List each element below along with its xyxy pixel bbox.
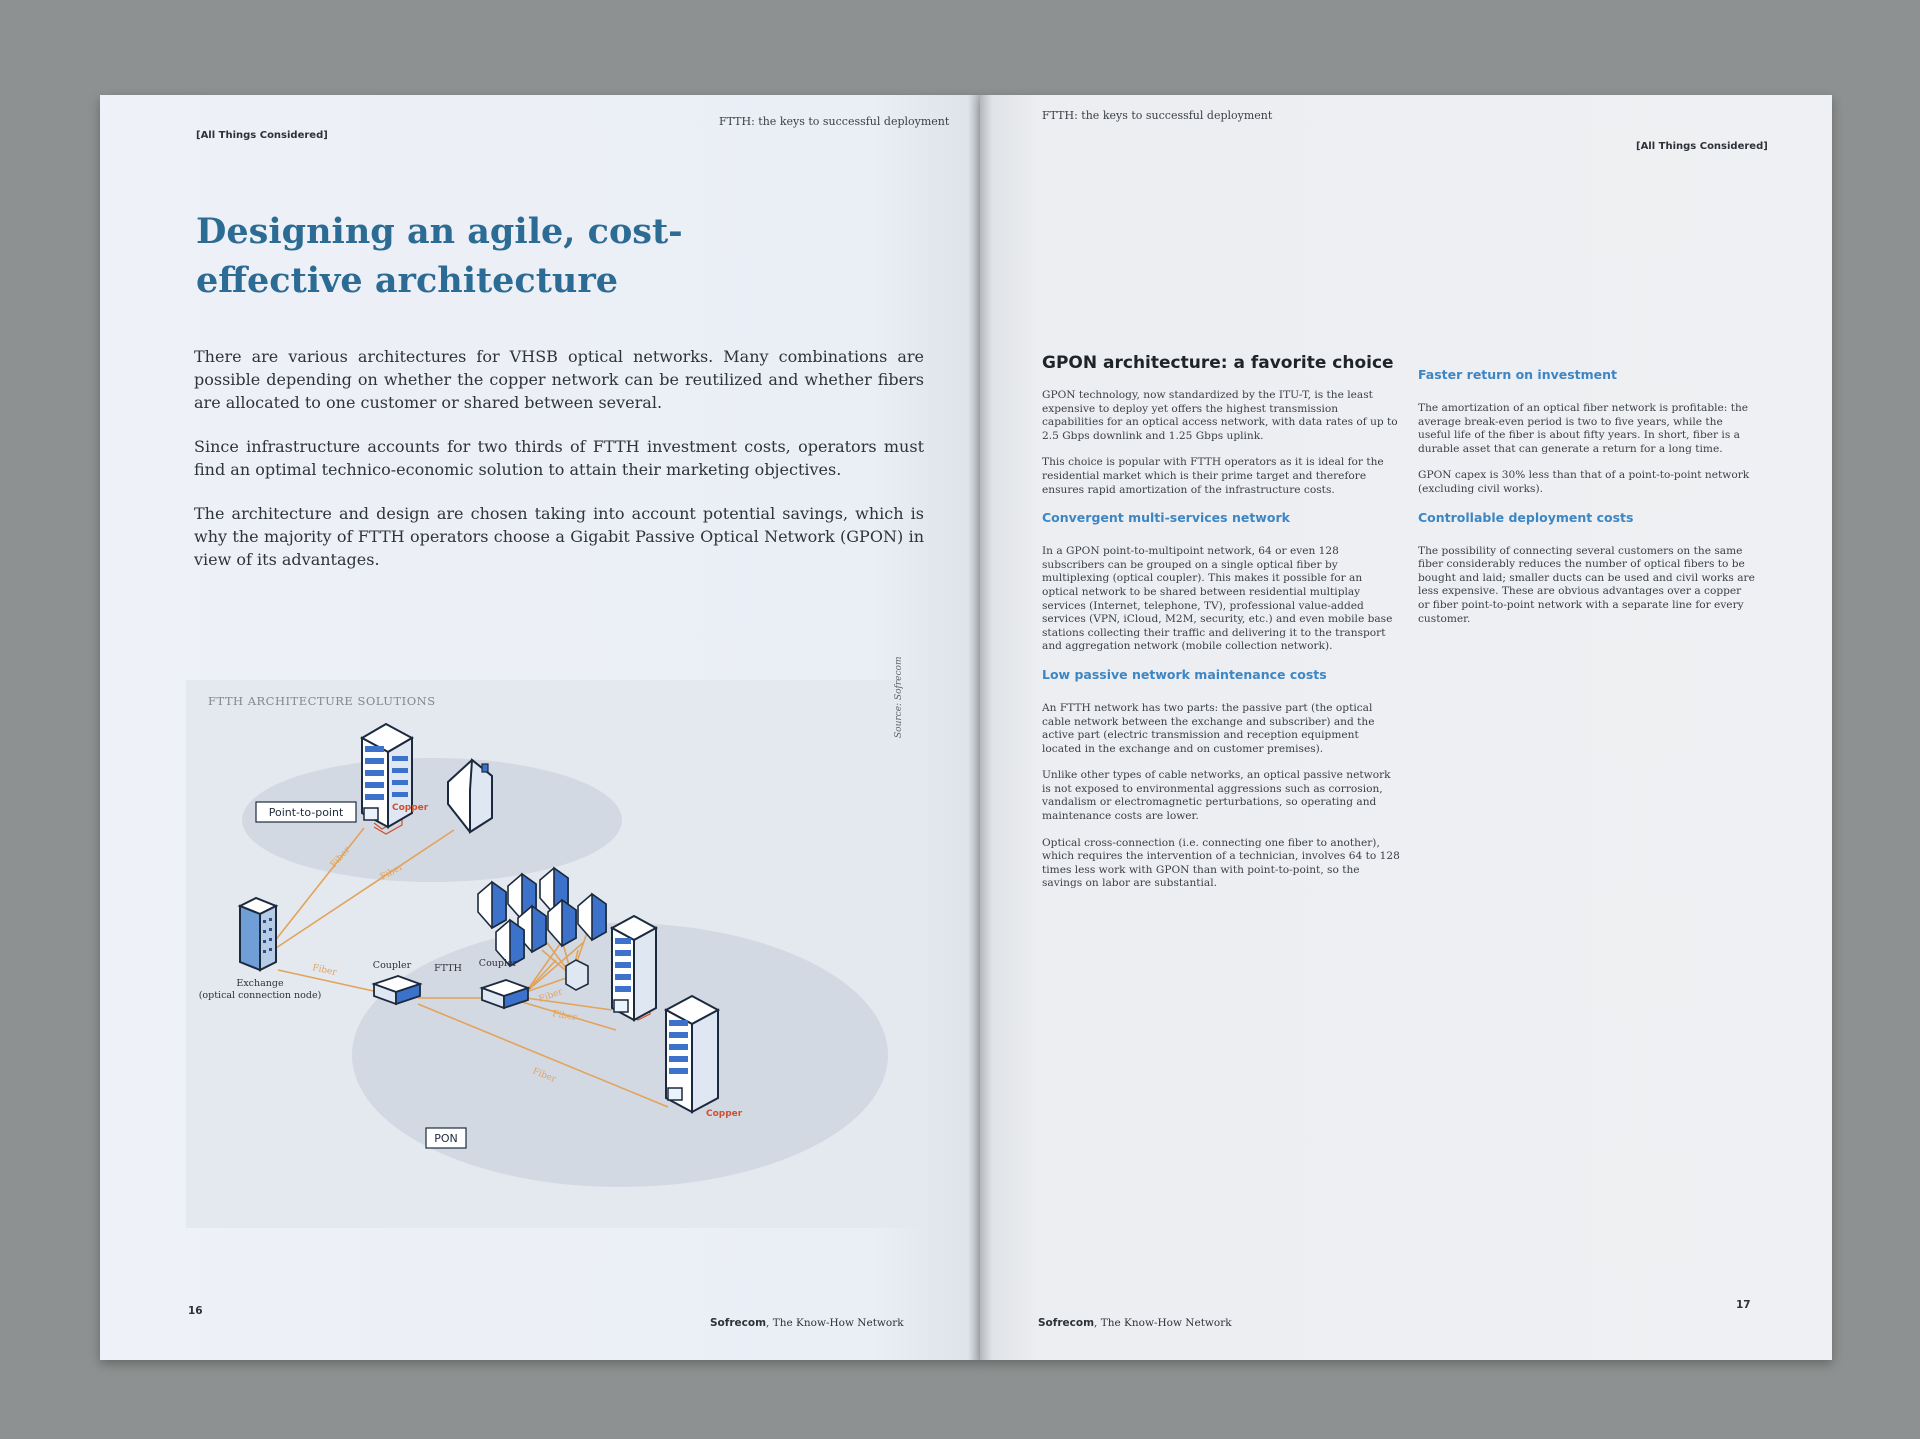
subheading: Controllable deployment costs: [1418, 509, 1634, 525]
section-head: [All Things Considered]: [196, 130, 328, 141]
body-paragraph: The possibility of connecting several customers on the same fiber considerably reduces the number of optical fibers to be bought and laid; smaller ducts can be used and civil works are less expensive. These are obvious advantages over a copper or fiber point-to-point network with a separate line for every customer.: [1418, 544, 1755, 625]
body-paragraph: Optical cross-connection (i.e. connecting one fiber to another), which requires the intervention of a technician, involves 64 to 128 times less work with GPON than with point-to-point, so the savings on labor are substantial.: [1042, 836, 1400, 890]
running-head: FTTH: the keys to successful deployment: [719, 115, 950, 128]
exchange-sublabel: (optical connection node): [198, 990, 322, 1001]
footer-tagline: , The Know-How Network: [766, 1317, 904, 1329]
body-paragraph: GPON capex is 30% less than that of a point-to-point network (excluding civil works).: [1418, 469, 1750, 495]
page-number: 16: [188, 1305, 203, 1317]
left-page: [100, 95, 980, 1360]
column-left: [1042, 353, 1400, 904]
page-title: Designing an agile, cost-effective architecture: [196, 211, 683, 301]
fiber-label: Fiber: [378, 862, 406, 883]
footer-tagline: , The Know-How Network: [1094, 1317, 1232, 1329]
copper-label: Copper: [706, 1109, 743, 1119]
body-paragraph: In a GPON point-to-multipoint network, 64 or even 128 subscribers can be grouped on a single optical fiber by multiplexing (optical coupler). This makes it possible for an optical network to be shared between residential multiplay services (Internet, telephone, TV), professional value-added services (VPN, iCloud, M2M, security, etc.) and even mobile base stations collecting their traffic and delivering it to the transport and aggregation network (mobile collection network).: [1042, 545, 1393, 653]
subheading: Faster return on investment: [1418, 367, 1618, 382]
figure-title: FTTH ARCHITECTURE SOLUTIONS: [208, 694, 436, 708]
footer-brand: Sofrecom: [710, 1317, 767, 1329]
copper-label: Copper: [392, 803, 429, 813]
fiber-label: Fiber: [328, 845, 353, 871]
office-building-icon: [612, 916, 656, 1020]
coupler-label: Coupler: [478, 958, 518, 969]
exchange-label: Exchange: [236, 978, 284, 989]
subheading: Low passive network maintenance costs: [1042, 666, 1327, 682]
section-heading: GPON architecture: a favorite choice: [1042, 353, 1394, 373]
point-to-point-label: Point-to-point: [268, 806, 344, 819]
figure-source: Source: Sofrecom: [894, 656, 904, 738]
fiber-label: Fiber: [530, 1066, 558, 1085]
footer-brand: Sofrecom: [1038, 1317, 1095, 1329]
body-paragraph: This choice is popular with FTTH operators as it is ideal for the residential market which is their prime target and therefore ensures rapid amortization of the infrastructure costs.: [1042, 456, 1384, 496]
fiber-label: Fiber: [551, 1009, 578, 1024]
house-icon: [478, 882, 506, 928]
column-right: [1418, 367, 1756, 639]
body-paragraph: An FTTH network has two parts: the passive part (the optical cable network between the exchange and subscriber) and the active part (electric transmission and reception equipment located in the exchange and on customer premises).: [1042, 701, 1375, 755]
pon-label: PON: [434, 1132, 458, 1145]
subheading: Convergent multi-services network: [1042, 510, 1290, 526]
section-head: [All Things Considered]: [1636, 141, 1768, 152]
right-page: [980, 95, 1832, 1360]
fiber-label: Fiber: [537, 987, 565, 1005]
architecture-diagram: [186, 680, 920, 1228]
body-paragraph: The amortization of an optical fiber network is profitable: the average break-even period is two to five years, while the useful life of the fiber is about fifty years. In short, fiber is a durable asset that can generate a return for a long time.: [1418, 402, 1749, 455]
intro-paragraph: There are various architectures for VHSB optical networks. Many combinations are possible depending on whether the copper network can be reutilized and whether fibers are allocated to one customer or shared between several.: [194, 347, 924, 412]
intro-text: [194, 345, 924, 592]
ftth-label: FTTH: [434, 963, 462, 974]
ftth-architecture-figure: [186, 656, 920, 1228]
page-footer: [710, 1317, 904, 1329]
exchange-icon: [240, 898, 276, 970]
distribution-box-icon: [566, 960, 588, 990]
running-head: FTTH: the keys to successful deployment: [1042, 109, 1273, 122]
office-building-icon: [666, 996, 718, 1112]
fiber-label: Fiber: [311, 963, 338, 979]
body-paragraph: GPON technology, now standardized by the ITU-T, is the least expensive to deploy yet offers the highest transmission capabilities for an optical access network, with data rates of up to 2.5 Gbps downlink and 1.25 Gbps uplink.: [1042, 389, 1398, 442]
intro-paragraph: The architecture and design are chosen taking into account potential savings, which is why the majority of FTTH operators choose a Gigabit Passive Optical Network (GPON) in view of its advantages.: [194, 504, 924, 569]
intro-paragraph: Since infrastructure accounts for two thirds of FTTH investment costs, operators must find an optimal technico-economic solution to attain their marketing objectives.: [194, 437, 924, 479]
coupler-label: Coupler: [372, 960, 412, 971]
page-number: 17: [1736, 1299, 1751, 1311]
page-footer: [1038, 1317, 1232, 1329]
body-paragraph: Unlike other types of cable networks, an optical passive network is not exposed to environmental aggressions such as corrosion, vandalism or electromagnetic perturbations, so operating and maintenance costs are lower.: [1042, 769, 1391, 823]
